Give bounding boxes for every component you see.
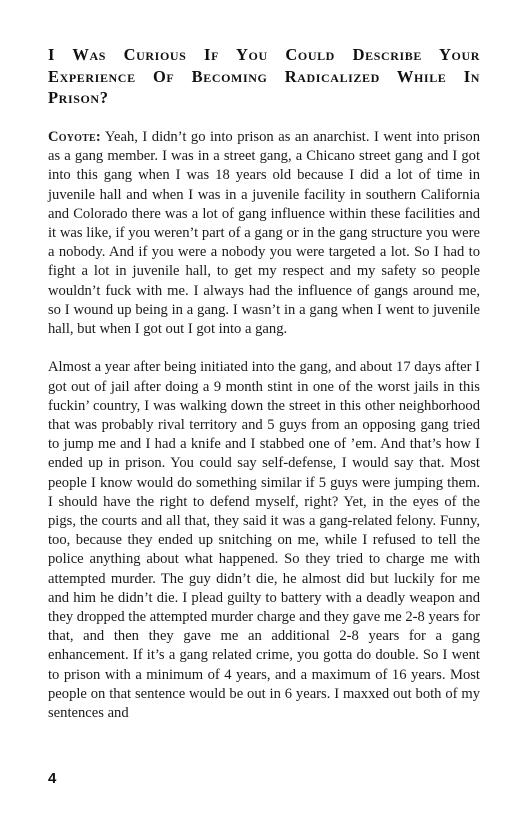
interview-answer <box>48 128 480 723</box>
answer-paragraph-1-text: Yeah, I didn’t go into prison as an anarchist. I went into prison as a gang member. I was in a street gang, a Chicano street gang and I got into this gang when I was 18 years old because I did a lot of time in juvenile hall and when I was in a juvenile facility in southern California and Colorado there was a lot of gang influence within these facilities and it was like, if you weren’t part of a gang or in the gang structure you were a nobody. And if you were a nobody you were targeted a lot. So I had to fight a lot in juvenile hall, to get my respect and my safety so people wouldn’t fuck with me. I always had the influence of gangs around me, so I wound up being in a gang. I wasn’t in a gang when I went to juvenile hall, but when I got out I got into a gang. <box>48 129 480 338</box>
speaker-name: Coyote: <box>48 129 101 145</box>
page-number: 4 <box>48 770 57 787</box>
answer-paragraph-1 <box>48 128 480 339</box>
answer-paragraph-2: Almost a year after being initiated into the gang, and about 17 days after I got out of jail after doing a 9 month stint in one of the worst jails in this fuckin’ country, I was walking down the street in this other neighborhood that was probably rival territory and 5 guys from an opposing gang tried to jump me and I had a knife and I stabbed one of ’em. And that’s how I ended up in prison. You could say self-defense, I would say that. Most people I know would do something similar if 5 guys were jumping them. I should have the right to defend myself, right? Yet, in the eyes of the pigs, the courts and all that, they said it was a gang-related felony. Funny, too, because they ended up snitching on me, while I refused to tell the police anything about what happened. So they tried to charge me with attempted murder. The guy didn’t die, he almost did but luckily for me and him he didn’t die. I plead guilty to battery with a deadly weapon and they dropped the attempted murder charge and they gave me 2-8 years for that, and then they gave me an additional 2-8 years for a gang enhancement. If it’s a gang related crime, you gotta do double. So I went to prison with a minimum of 4 years, and a maximum of 16 years. Most people on that sentence would be out in 6 years. I maxxed out both of my sentences and <box>48 359 480 722</box>
interview-question-heading: I Was Curious If You Could Describe Your Experience Of Becoming Radicalized While In Prison? <box>48 45 480 107</box>
